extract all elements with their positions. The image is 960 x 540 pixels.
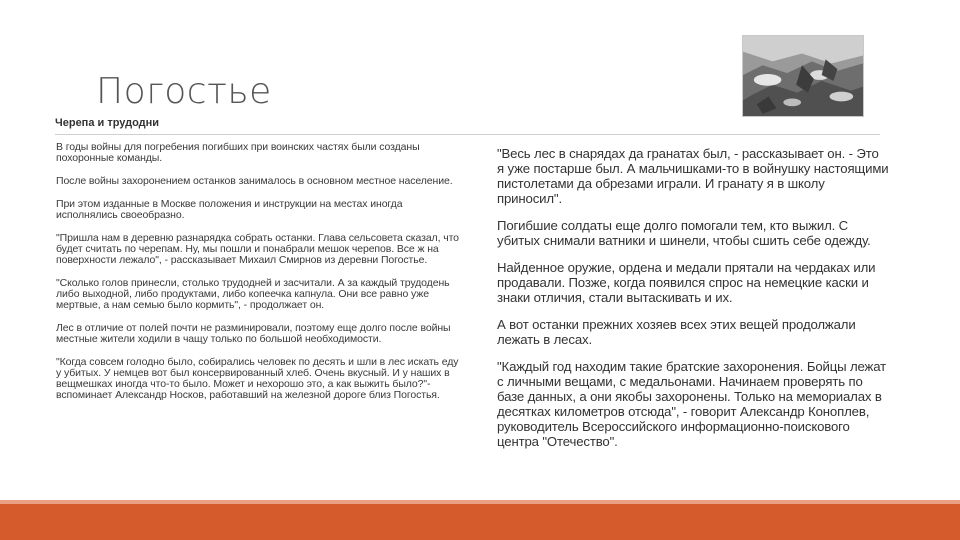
battlefield-photo xyxy=(742,35,864,117)
left-column xyxy=(56,142,464,413)
left-paragraph: В годы войны для погребения погибших при воинских частях были созданы похоронные команды. xyxy=(56,141,420,164)
photo-image xyxy=(743,36,863,116)
left-paragraph: После войны захоронением останков занималось в основном местное население. xyxy=(56,175,453,187)
right-paragraph: "Весь лес в снарядах да гранатах был, - рассказывает он. - Это я уже постарше был. А мальчишками-то в войнушку настоящими пистолетами да обрезами играли. И гранату я в школу приносил". xyxy=(497,146,889,206)
left-paragraph: "Пришла нам в деревню разнарядка собрать останки. Глава сельсовета сказал, что будет считать по черепам. Ну, мы пошли и понабрали мешок черепов. Все ж на поверхности лежало", - рассказывает Михаил Смирнов из деревни Погостье. xyxy=(56,232,459,266)
left-paragraph: При этом изданные в Москве положения и инструкции на местах иногда исполнялись своеобразно. xyxy=(56,198,403,221)
slide-subtitle: Черепа и трудодни xyxy=(55,117,160,129)
slide-title: Погостье xyxy=(96,71,272,112)
right-paragraph: Погибшие солдаты еще долго помогали тем, кто выжил. С убитых снимали ватники и шинели, чтобы сшить себе одежду. xyxy=(497,218,871,248)
left-paragraph: "Когда совсем голодно было, собирались человек по десять и шли в лес искать еду у убитых. У немцев вот был консервированный хлеб. Очень вкусный. И у наших в вещмешках иногда что-то было. Может и нехорошо это, а как выжить было?"- вспоминает Александр Носков, работавший на железной дороге близ Погостья. xyxy=(56,356,459,401)
footer-accent-bar xyxy=(0,500,960,540)
left-paragraph: Лес в отличие от полей почти не разминировали, поэтому еще долго после войны местные жители ходили в чащу только по большой необходимости. xyxy=(56,322,451,345)
right-paragraph: Найденное оружие, ордена и медали прятали на чердаках или продавали. Позже, когда появился спрос на немецкие каски и знаки отличия, стали вытаскивать и их. xyxy=(497,260,876,305)
divider xyxy=(55,134,880,135)
right-paragraph: "Каждый год находим такие братские захоронения. Бойцы лежат с личными вещами, с медальонами. Начинаем проверять по базе данных, а они якобы захоронены. Только на мемориалах в десятках километров отсюда", - говорит Александр Коноплев, руководитель Всероссийского информационно-поискового центра "Отечество". xyxy=(497,359,887,449)
right-column xyxy=(497,146,889,461)
left-paragraph: "Сколько голов принесли, столько трудодней и засчитали. А за каждый трудодень либо выходной, либо продуктами, либо копеечка капнула. Они все равно уже мертвые, а нам семью было кормить", - продолжает он. xyxy=(56,277,450,311)
right-paragraph: А вот останки прежних хозяев всех этих вещей продолжали лежать в лесах. xyxy=(497,317,856,347)
